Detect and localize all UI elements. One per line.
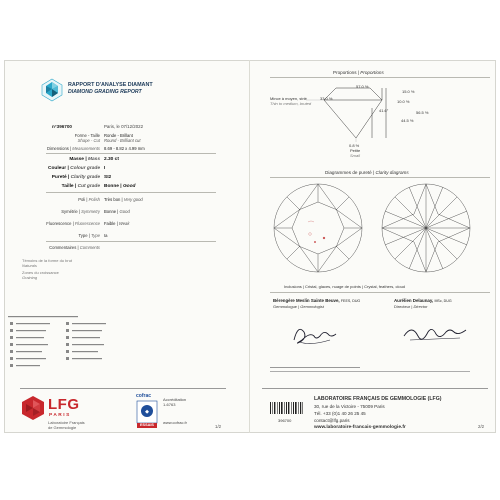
comments-label: Commentaires | Comments: [49, 245, 100, 250]
type-label: Type | Type: [78, 233, 100, 238]
symmetry-value: Bonne | Good: [104, 209, 130, 214]
culet-value: 0.8 %: [349, 143, 360, 148]
page-number-right: 2/2: [478, 424, 485, 429]
footer-rule-right: [262, 388, 488, 389]
signatory-1-name: Bérengère Meslin Sainte Beuve, FEES, DUG: [273, 298, 361, 303]
svg-text:◆: ◆: [145, 409, 149, 415]
lab-website[interactable]: www.laboratoire-francais-gemmologie.fr: [314, 425, 406, 430]
lfg-name: LFG: [48, 396, 80, 413]
footer-rule-left: [20, 388, 226, 389]
rule: [46, 241, 216, 242]
clarity-diagrams-title: Diagrammes de pureté | Clarity diagrams: [325, 170, 409, 175]
cofrac-label: ESSAIS: [140, 423, 154, 427]
barcode-number: 396700: [278, 418, 292, 423]
total-depth: 56.5 %: [416, 110, 429, 115]
shape-value: Ronde - Brillant: [104, 133, 133, 138]
cut-value: Bonne | Good: [104, 184, 136, 189]
signatory-2-role: Directeur | Director: [394, 304, 428, 309]
clarity-legend: Inclusions | Cristal, glaces, nuage de points | Crystal, feathers, cloud: [284, 284, 406, 289]
clarity-label: Pureté | Clarity grade: [51, 175, 100, 180]
side-pct: 10.0 %: [397, 99, 410, 104]
shape-value-en: Round - Brilliant cut: [104, 138, 141, 143]
fluorescence-value: Faible | Weak: [104, 221, 130, 226]
fluorescence-label: Fluorescence | Fluorescence: [46, 221, 100, 226]
lfg-logo-icon: [22, 396, 44, 420]
page-number-left: 1/2: [215, 424, 222, 429]
pavilion-angle: 41.6°: [379, 108, 389, 113]
signature-2: [400, 318, 470, 352]
cofrac-brand: cofrac: [136, 393, 152, 399]
signatory-1-role: Gemmologue | Gemmologist: [273, 304, 324, 309]
shape-label: Forme - Taille: [74, 133, 100, 138]
barcode-icon: [270, 398, 304, 420]
cofrac-logo-icon: [135, 393, 159, 431]
page-divider: [249, 60, 250, 433]
witness-line-2: Naturals: [22, 263, 37, 268]
symmetry-label: Symétrie | Symmetry: [61, 209, 100, 214]
lab-email: contact@lfg.paris: [314, 418, 350, 423]
culet-fr: Petite: [350, 148, 361, 153]
report-title-en: DIAMOND GRADING REPORT: [68, 89, 142, 95]
proportions-title: Proportions | Proportions: [333, 70, 384, 75]
lab-address: 30, rue de la Victoire - 75009 Paris: [314, 404, 385, 409]
report-number: n°396700: [52, 124, 72, 129]
accreditation-site: www.cofrac.fr: [163, 420, 188, 425]
lab-phone: Tél. +33 (0)1 40 26 25 45: [314, 411, 366, 416]
fine-print-right: [270, 362, 490, 372]
clarity-diagram-crown: [268, 178, 368, 278]
pavilion-depth: 44.5 %: [401, 118, 414, 123]
witness-line-3: Zones du croissance: [22, 270, 59, 275]
rule: [46, 192, 216, 193]
report-place-date: Paris, le 07/12/2022: [104, 124, 144, 129]
signature-1: [288, 318, 348, 352]
mass-value: 2.30 ct: [104, 157, 119, 162]
shape-label-en: Shape - Cut: [77, 138, 100, 143]
girdle-fr: Mince à moyen, strié: [270, 96, 307, 101]
measurements-value: 8.69 - 8.82 x 4.99 mm: [104, 146, 145, 151]
table-pct: 57.0 %: [356, 84, 369, 89]
crown-height: 15.0 %: [402, 89, 415, 94]
crown-angle: 33.0 %: [320, 96, 333, 101]
polish-label: Poli | Polish: [78, 197, 100, 202]
rule: [270, 292, 490, 293]
culet-en: Small: [350, 153, 361, 158]
measurements-label: Dimensions | Measurements: [46, 146, 100, 151]
signatory-2-name: Aurélien Delaunay, MSc, DUG: [394, 298, 452, 303]
witness-line-4: Graining: [22, 275, 38, 280]
fine-print-legend: [8, 316, 118, 376]
lab-name: LABORATOIRE FRANÇAIS DE GEMMOLOGIE (LFG): [314, 396, 442, 402]
clarity-diagram-pavilion: [376, 178, 476, 278]
polish-value: Très bon | Very good: [104, 197, 143, 202]
rule: [46, 153, 216, 154]
lfg-city: PARIS: [49, 413, 71, 418]
type-value: Ia: [104, 233, 108, 238]
colour-value: I: [104, 166, 106, 171]
accreditation-label: Accréditation: [163, 397, 187, 402]
diamond-logo-icon: [40, 78, 64, 102]
rule: [270, 77, 490, 78]
girdle-en: Thin to medium, bruted: [270, 101, 312, 106]
cut-label: Taille | Cut grade: [61, 184, 100, 189]
lfg-sub-2: de Gemmologie: [48, 425, 77, 430]
mass-label: Masse | Mass: [69, 157, 100, 162]
clarity-value: SI2: [104, 175, 112, 180]
witness-line-1: Témoins de la forme du brut: [22, 258, 73, 263]
lfg-sub-1: Laboratoire Français: [48, 420, 85, 425]
report-title-fr: RAPPORT D'ANALYSE DIAMANT: [68, 82, 153, 88]
colour-label: Couleur | Colour grade: [48, 166, 100, 171]
accreditation-number: 1-6763: [163, 402, 176, 407]
